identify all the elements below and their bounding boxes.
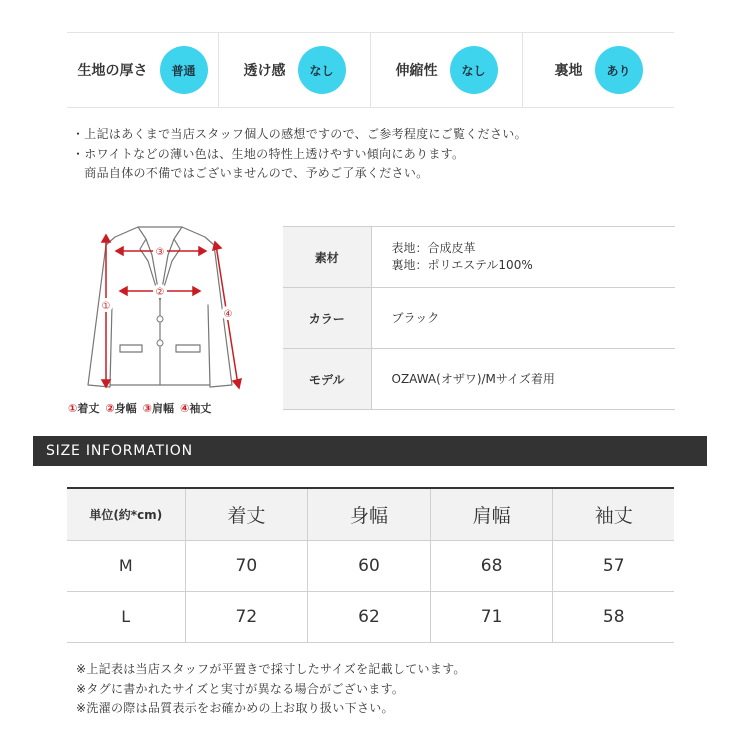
size-cell: 62 bbox=[308, 591, 431, 642]
size-label: L bbox=[67, 591, 185, 642]
spec-row-material bbox=[283, 227, 675, 288]
legend-item: ①着丈 bbox=[68, 402, 100, 415]
spec-key: カラー bbox=[283, 288, 371, 349]
legend-item: ③肩幅 bbox=[142, 402, 174, 415]
fabric-properties bbox=[67, 32, 674, 108]
marker-length: ① bbox=[101, 301, 111, 312]
note-line: ・上記はあくまで当店スタッフ個人の感想ですので、ご参考程度にご覧ください。 bbox=[72, 127, 527, 141]
jacket-button bbox=[157, 316, 163, 322]
note-line: ※上記表は当店スタッフが平置きで採寸したサイズを記載しています。 bbox=[76, 662, 466, 676]
table-row bbox=[67, 591, 674, 642]
spec-value bbox=[371, 227, 675, 288]
property-badge: あり bbox=[595, 46, 643, 94]
note-line: ・ホワイトなどの薄い色は、生地の特性上透けやすい傾向にあります。 bbox=[72, 146, 465, 161]
jacket-pocket-right bbox=[176, 345, 200, 352]
material-outer: 表地：合成皮革 bbox=[391, 241, 476, 255]
size-cell: 72 bbox=[185, 591, 308, 642]
size-cell: 71 bbox=[430, 591, 553, 642]
property-thickness bbox=[67, 33, 219, 107]
property-badge: 普通 bbox=[160, 46, 208, 94]
property-transparency bbox=[219, 33, 371, 107]
property-notes bbox=[72, 125, 527, 184]
size-header-length: 着丈 bbox=[185, 488, 308, 540]
spec-key: モデル bbox=[283, 349, 371, 410]
property-label: 透け感 bbox=[243, 63, 286, 79]
jacket-diagram bbox=[60, 215, 270, 420]
size-header-unit: 単位(約*cm) bbox=[67, 488, 185, 540]
material-lining: 裏地：ポリエステル100% bbox=[391, 258, 533, 272]
marker-shoulder: ③ bbox=[155, 247, 165, 258]
size-header-shoulder: 肩幅 bbox=[430, 488, 553, 540]
note-line: 商品自体の不備ではございませんので、予めご了承ください。 bbox=[72, 166, 429, 180]
marker-chest: ② bbox=[155, 287, 165, 298]
property-stretch bbox=[371, 33, 523, 107]
jacket-pocket-left bbox=[120, 345, 142, 352]
property-lining bbox=[523, 33, 674, 107]
jacket-button bbox=[157, 340, 163, 346]
spec-value: ブラック bbox=[371, 288, 675, 349]
property-label: 伸縮性 bbox=[395, 63, 438, 79]
table-row bbox=[67, 540, 674, 591]
size-info-header: SIZE INFORMATION bbox=[33, 436, 707, 466]
size-header-sleeve: 袖丈 bbox=[553, 488, 674, 540]
spec-row-color bbox=[283, 288, 675, 349]
property-label: 裏地 bbox=[554, 63, 583, 79]
spec-key: 素材 bbox=[283, 227, 371, 288]
size-cell: 60 bbox=[308, 540, 431, 591]
diagram-legend bbox=[68, 400, 211, 416]
property-label: 生地の厚さ bbox=[77, 63, 148, 79]
size-header-row bbox=[67, 488, 674, 540]
legend-item: ②身幅 bbox=[105, 402, 137, 415]
spec-row-model bbox=[283, 349, 675, 410]
spec-value: OZAWA(オザワ)/Mサイズ着用 bbox=[371, 349, 675, 410]
size-cell: 70 bbox=[185, 540, 308, 591]
property-badge: なし bbox=[450, 46, 498, 94]
legend-item: ④袖丈 bbox=[179, 402, 212, 415]
size-cell: 57 bbox=[553, 540, 674, 591]
size-cell: 68 bbox=[430, 540, 553, 591]
property-badge: なし bbox=[298, 46, 346, 94]
note-line: ※タグに書かれたサイズと実寸が異なる場合がございます。 bbox=[76, 681, 405, 696]
spec-table bbox=[283, 226, 675, 410]
marker-sleeve: ④ bbox=[223, 309, 233, 320]
size-cell: 58 bbox=[553, 591, 674, 642]
size-label: M bbox=[67, 540, 185, 591]
size-table bbox=[67, 487, 674, 643]
size-header-chest: 身幅 bbox=[308, 488, 431, 540]
note-line: ※洗濯の際は品質表示をお確かめの上お取り扱い下さい。 bbox=[76, 701, 394, 715]
size-notes bbox=[76, 660, 466, 719]
